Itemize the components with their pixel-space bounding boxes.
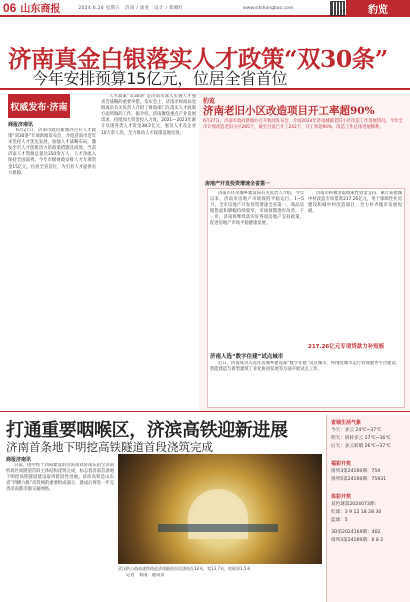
issue-meta: 2024.6.28 星期五 济南 / 深度 设计 / 郑娜红 [78,5,184,11]
lottery-2: 双色球第2024073期： [331,502,380,507]
sidebar-box-paragraph: 济南市住房城乡建设局有关负责人介绍，今年以来，济南市房地产市场保持平稳运行。1—5月，全市房地产开发投资增速全省第一，商品房销售面积降幅持续收窄，市场预期逐步改善。下一步，济南将继续落实好各项房地产支持政策，促进房地产市场平稳健康发展。 [210,191,304,227]
sidebar-box-text-2 [308,191,402,339]
sidebar-tag: 豹览 [203,98,216,105]
sidebar-subhead-3: 济南人选“数字住建”试点城市 [210,354,284,360]
tunnel-photo [118,454,322,564]
lottery-2c: 蓝球：5 [331,518,348,523]
lead-headline: 济南真金白银落实人才政策“双30条” [8,45,388,73]
sidebar-lead: 6月27日，济南市政府新闻办召开新闻发布会，介绍2024年济南城镇老旧小区改造工作进展情况。今年全市计划改造老旧小区265个，截至目前已开工242个，开工率超90%，改造工作总体进展顺利。 [203,119,403,131]
column-logo: 权威发布·济南 [8,94,70,118]
weather-tomorrow: 明天：阴转多云 27℃~36℃ [331,436,391,441]
second-subheadline: 济南首条地下明挖高铁隧道首段浇筑完成 [6,440,213,454]
sidebar-headline: 济南老旧小区改造项目开工率超90% [203,105,375,117]
page-number: 06 [3,0,17,15]
second-paragraph: 日前，由中铁十四局建设的济滨高铁济南东站至济南机场区间隧道首段主体结构浇筑完成，标志着济南首条地下明挖高铁隧道建设取得阶段性进展。济滨高铁是山东省“四横六纵”高铁网的重要组成部分，建成后将进一步完善济南都市圈交通网络。 [6,463,114,493]
qr-code-icon [330,1,345,16]
lead-subheadline: 今年安排预算15亿元，位居全省首位 [32,69,288,88]
sidebar-subhead-1: 房地产开发投资增速全省第一 [205,181,271,187]
sidebar-box-paragraph-2: 济南市积极争取政策性资金支持，累计获批城中村改造专项借款217.26亿元，用于保障性住房建设和城中村改造项目，全力补齐城市发展短板。 [308,191,402,215]
lead-paragraph-2: 人才政策“双30条”是济南市深入实施人才强省会战略的重要举措。发布会上，济南市财政局党组成员有关负责人介绍了财政部门在落实人才政策方面所做的工作。据介绍，济南聚焦重点产业发展需求，持续加大资金投入力度，2021—2023年累计兑现各类人才资金38.2亿元，惠及人才及企业10万余人次，全力推动人才政策落地见效。 [101,94,196,136]
lottery-3: 3D第2024169期：402 [331,530,381,535]
weather-after: 后天：多云转晴 26℃~37℃ [331,444,391,449]
lottery-2-title: 体彩开奖 [331,494,352,500]
masthead [0,0,410,17]
lottery-3b: 排列3第24169期：6 8 2 [331,538,384,543]
sidebar-box-text-3 [210,361,400,406]
lottery-1: 排列3第24169期：759 [331,469,381,474]
lottery-1-title: 福彩开奖 [331,461,352,467]
photo-caption: 武汉供公路高速铁路进济南隧道首段浇筑在12米，宽13.7米，底板厚1.5米 [118,566,251,571]
lottery-2b: 红球：3 9 12 18 28 30 [331,510,382,515]
section-label: 豹览 [346,0,410,17]
lead-body-right [101,94,196,408]
sidebar-box-text [210,191,304,341]
website-url[interactable]: www.sdshangbao.com [243,6,294,11]
weather-today: 今天：多云 24℃~37℃ [331,428,382,433]
second-reporter: 记者 刘南 通讯员 [126,573,165,578]
lottery-1b: 排列5第24169期：75931 [331,477,387,482]
second-body [6,463,114,599]
paper-name: 山东商报 [20,4,61,15]
lead-body-left [8,128,96,408]
weather-title: 省城生活气象 [331,420,362,426]
divider [0,88,410,90]
second-headline: 打通重要咽喉区，济滨高铁迎新进展 [6,420,288,441]
photo-workers [158,524,278,532]
sidebar-subhead-2: 217.26亿元专项贷款力补短板 [308,344,385,350]
lead-byline: 商报济南讯 [8,122,34,128]
second-byline: 商报济南讯 [6,457,32,463]
second-body-continued [118,573,322,599]
divider [0,411,410,412]
lead-paragraph: 6月27日，济南市政府新闻办召开人才政策“双30条”专项新闻发布会，介绍济南市近年来坚持人才优先发展，加强人才战略布局，激发全市人才创新活力的政策措施及成效。当前济南人才资源总量达350余万人，人才净流入保持全国前列。今年市级财政安排人才专项资金15亿元，位居全省首位，为引育人才提供有力保障。 [8,128,96,176]
sidebar-box-paragraph-3: 近日，济南成功入选住房城乡建设部“数字住建”试点城市，将围绕城市运行管理服务平台建设、智能建造与新型建筑工业化协同发展等方面开展试点工作。 [210,361,400,373]
